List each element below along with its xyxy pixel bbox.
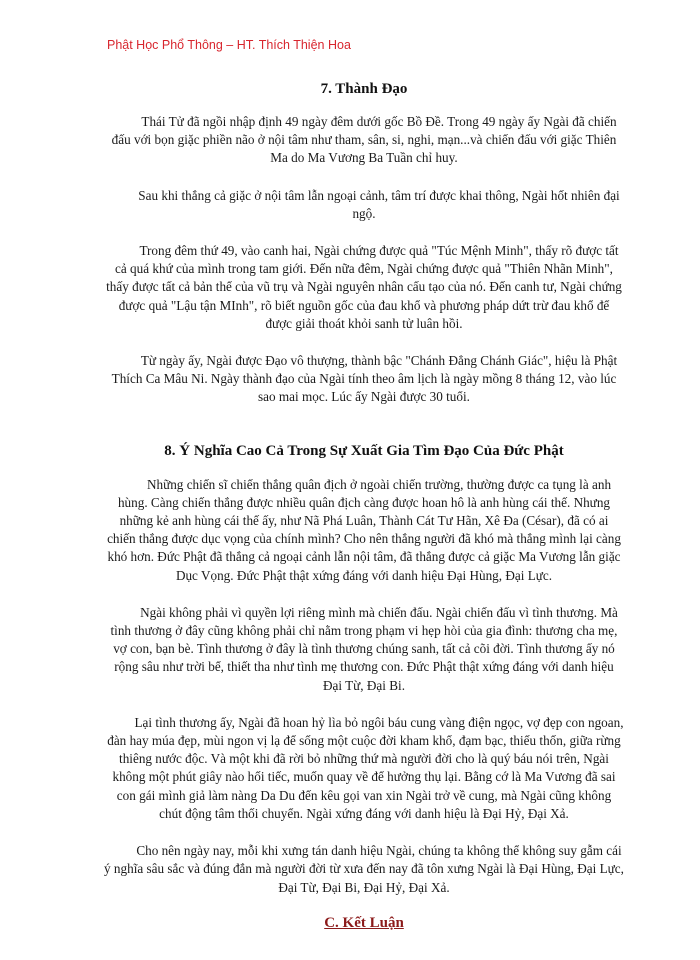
paragraph: Những chiến sĩ chiến thắng quân địch ở ngoài chiến trường, thường được ca tụng là anh hùng. Càng chiến thắng được nhiều quân địch càng được hoan hô là anh hùng cái thế. Nhưng những kẻ anh hùng cái thế ấy, như Nã Phá Luân, Thành Cát Tư Hãn, Xê Đa (César), đã có ai chiến thắng được dục vọng của chính mình? Cho nên thắng người đã khó mà thắng mình lại càng khó hơn. Đức Phật đã thắng cả ngoại cảnh lẫn nội tâm, đã thắng được cả giặc Ma Vương lẫn giặc Dục Vọng. Đức Phật thật xứng đáng với danh hiệu Đại Hùng, Đại Lực.: [107, 476, 621, 583]
section-title-thanh-dao: 7. Thành Đạo: [320, 81, 408, 97]
section-title-y-nghia: 8. Ý Nghĩa Cao Cả Trong Sự Xuất Gia Tìm Đạo Của Đức Phật: [164, 442, 564, 459]
paragraph: Trong đêm thứ 49, vào canh hai, Ngài chứng được quả "Túc Mệnh Minh", thấy rõ được tất cả quá khứ của mình trong tam giới. Đến nữa đêm, Ngài chứng được quả "Thiên Nhãn Minh", thấy được tất cả bản thể của vũ trụ và Ngài nguyên nhân cấu tạo của nó. Đến canh tư, Ngài chứng được quả "Lậu tận MInh", rõ biết nguồn gốc của đau khổ và phương pháp dứt trừ đau khổ để được giải thoát khỏi sanh tử luân hồi.: [106, 243, 622, 331]
page-content: [104, 79, 624, 932]
paragraph: Thái Tử đã ngồi nhập định 49 ngày đêm dưới gốc Bồ Đề. Trong 49 ngày ấy Ngài đã chiến đấu với bọn giặc phiền não ở nội tâm như tham, sân, si, nghi, mạn...và chiến đấu với giặc Thiên Ma do Ma Vương Ba Tuần chỉ huy.: [111, 114, 617, 166]
paragraph: Từ ngày ấy, Ngài được Đạo vô thượng, thành bậc "Chánh Đẳng Chánh Giác", hiệu là Phật Thích Ca Mâu Ni. Ngày thành đạo của Ngài tính theo âm lịch là ngày mồng 8 tháng 12, vào lúc sao mai mọc. Lúc ấy Ngài được 30 tuổi.: [111, 353, 618, 405]
paragraph: Sau khi thắng cả giặc ở nội tâm lẫn ngoại cảnh, tâm trí được khai thông, Ngài hốt nhiên đại ngộ.: [138, 187, 620, 221]
paragraph: Ngài không phải vì quyền lợi riêng mình mà chiến đấu. Ngài chiến đấu vì tình thương. Mà tình thương ở đây cũng không phải chỉ nằm trong phạm vi hẹp hòi của gia đình: thương cha mẹ, vợ con, bạn bè. Tình thương ở đây là tình thương chúng sanh, tất cả cõi đời. Tình thương ấy nó rộng sâu như trời bể, thiết tha như tình mẹ thương con. Đức Phật thật xứng đáng với danh hiệu Đại Từ, Đại Bi.: [110, 604, 618, 693]
paragraph: Lại tình thương ấy, Ngài đã hoan hỷ lìa bỏ ngôi báu cung vàng điện ngọc, vợ đẹp con ngoan, đàn hay múa đẹp, mùi ngon vị lạ để sống một cuộc đời kham khổ, đạm bạc, thiếu thốn, giữa rừng thiêng nước độc. Và một khi đã rời bỏ những thứ mà người đời cho là quý báu nói trên, Ngài không một phút giây nào hối tiếc, muốn quay về để hưởng thụ lại. Bằng cớ là Ma Vương đã sai con gái mình giả làm nàng Da Du đến kêu gọi van xin Ngài trở về cung, mà Ngài cũng không chút động tâm thối chuyển. Ngài xứng đáng với danh hiệu là Đại Hỷ, Đại Xả.: [107, 714, 624, 821]
conclusion-heading: C. Kết Luận: [324, 914, 404, 931]
running-header: Phật Học Phổ Thông – HT. Thích Thiện Hoa: [107, 38, 351, 52]
paragraph: Cho nên ngày nay, mỗi khi xưng tán danh hiệu Ngài, chúng ta không thể không suy gẫm cái ý nghĩa sâu sắc và đúng đắn mà người đời từ xưa đến nay đã tôn xưng Ngài là Đại Hùng, Đại Lực, Đại Từ, Đại Bi, Đại Hỷ, Đại Xả.: [104, 843, 624, 895]
